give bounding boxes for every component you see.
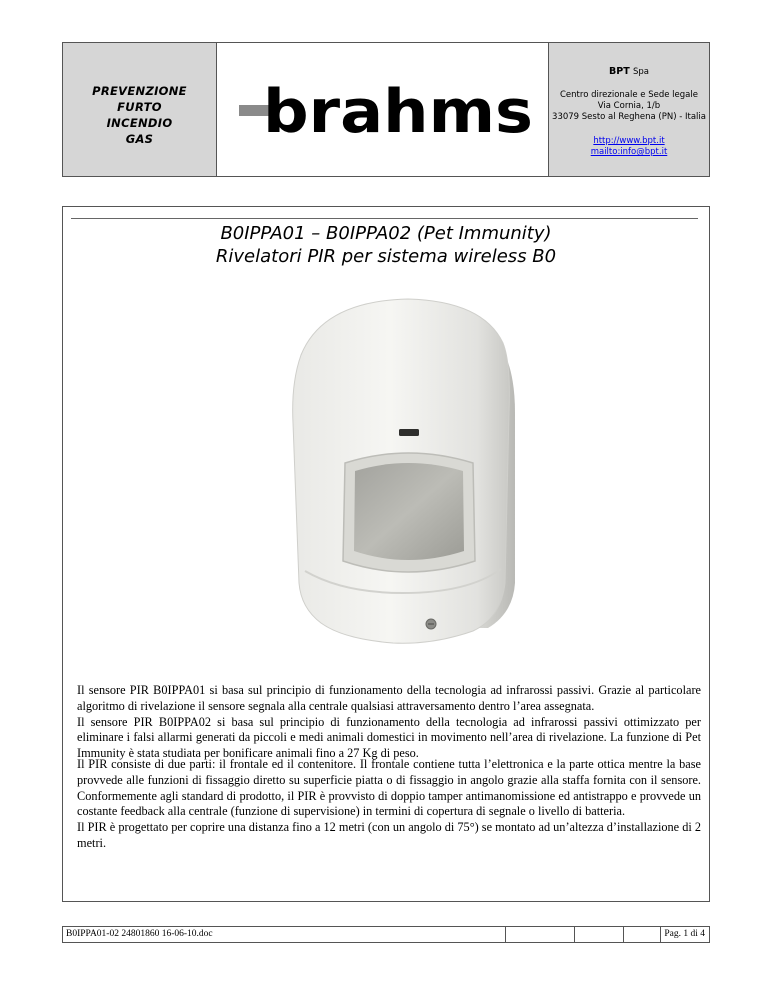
paragraph-b0ippa01: Il sensore PIR B0IPPA01 si basa sul principio di funzionamento della tecnologia ad infrarossi passivi. Grazie al particolare algoritmo di rivelazione il sensore segnala alla centrale qualsiasi attraversamento dentro l’area assegnata. bbox=[77, 683, 701, 713]
intro-paragraphs bbox=[77, 683, 701, 762]
footer-page-number: Pag. 1 di 4 bbox=[664, 929, 705, 939]
company-panel bbox=[549, 43, 709, 176]
category-gas: GAS bbox=[125, 132, 154, 146]
paragraph-b0ippa02: Il sensore PIR B0IPPA02 si basa sul principio di funzionamento della tecnologia ad infrarossi passivi ottimizzato per eliminare i falsi allarmi generati da piccoli e medi animali domestici in movimento nell’area di rivelazione. La funzione di Pet Immunity è stata studiata per bonificare animali fino a 27 Kg di peso. bbox=[77, 714, 701, 761]
footer-cell-blank-3 bbox=[624, 927, 661, 942]
svg-text:brahms: brahms bbox=[263, 77, 533, 147]
company-address: Centro direzionale e Sede legale Via Cornia, 1/b 33079 Sesto al Reghena (PN) - Italia bbox=[552, 90, 706, 122]
category-furto: FURTO bbox=[117, 100, 162, 114]
pir-sensor-image bbox=[283, 293, 533, 653]
email-link[interactable]: mailto:info@bpt.it bbox=[590, 147, 668, 157]
description-paragraphs bbox=[77, 757, 701, 852]
paragraph-coverage: Il PIR è progettato per coprire una distanza fino a 12 metri (con un angolo di 75°) se montato ad un’altezza d’installazione di 2 metri. bbox=[77, 820, 702, 850]
company-name: BPT Spa bbox=[609, 66, 649, 77]
footer-doc-code: B0IPPA01-02 24801860 16-06-10.doc bbox=[63, 927, 506, 942]
category-prevenzione: PREVENZIONE bbox=[92, 84, 187, 98]
paragraph-structure: Il PIR consiste di due parti: il frontale ed il contenitore. Il frontale contiene tutta l’elettronica e la parte ottica mentre la base provvede alle funzioni di fissaggio diretto su superficie piatta o di fissaggio in angolo grazie alla staffa fornita con il sensore. Conformemente agli standard di prodotto, il PIR è provvisto di doppio tamper antimanomissione ed antistrappo e provvede un costante feedback alla centrale (funzione di supervisione) in termini di copertura di segnale o livello di batteria. bbox=[77, 757, 701, 819]
content-frame bbox=[62, 206, 710, 902]
brahms-logo bbox=[239, 77, 534, 147]
category-list bbox=[92, 83, 187, 147]
footer-cell-blank-2 bbox=[575, 927, 624, 942]
website-link[interactable]: http://www.bpt.it bbox=[593, 136, 665, 146]
document-header bbox=[62, 42, 710, 177]
document-footer bbox=[62, 926, 710, 943]
category-panel bbox=[63, 43, 217, 176]
footer-cell-blank-1 bbox=[506, 927, 575, 942]
category-incendio: INCENDIO bbox=[106, 116, 173, 130]
document-title: B0IPPA01 – B0IPPA02 (Pet Immunity) Rivelatori PIR per sistema wireless B0 bbox=[215, 223, 557, 267]
logo-panel bbox=[217, 43, 549, 176]
title-rule bbox=[71, 218, 698, 219]
